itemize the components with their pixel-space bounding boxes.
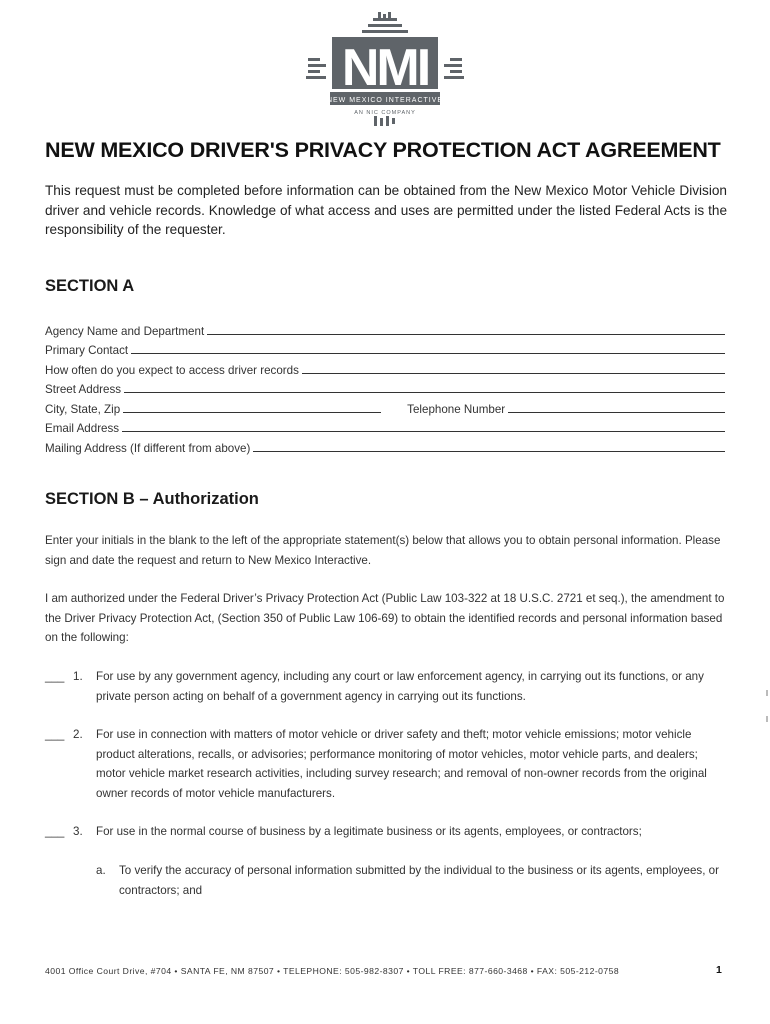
- contact-row: [45, 338, 725, 358]
- item-number: 2.: [73, 728, 83, 741]
- initials-blank-1[interactable]: ___: [45, 670, 65, 683]
- mailing-field[interactable]: [253, 451, 725, 452]
- document-title: NEW MEXICO DRIVER'S PRIVACY PROTECTION ACT AGREEMENT: [45, 138, 721, 162]
- contact-field[interactable]: [131, 353, 725, 354]
- agency-label: Agency Name and Department: [45, 324, 205, 338]
- frequency-row: [45, 357, 725, 377]
- telephone-label: Telephone Number: [407, 402, 506, 416]
- logo-tagline: NEW MEXICO INTERACTIVE: [326, 97, 444, 104]
- city-field[interactable]: [123, 412, 381, 413]
- logo-letters: NMI: [341, 39, 429, 97]
- frequency-field[interactable]: [302, 373, 725, 374]
- nmi-logo: [306, 12, 464, 132]
- street-label: Street Address: [45, 383, 122, 396]
- email-label: Email Address: [45, 422, 120, 435]
- instructions-paragraph: Enter your initials in the blank to the left of the appropriate statement(s) below that allows you to obtain personal information. Please sign and date the request and return to New Mexico Interactive.: [45, 534, 721, 567]
- telephone-field[interactable]: [508, 412, 725, 413]
- subitem-text: To verify the accuracy of personal information submitted by the individual to the business or its agents, employees, or contractors; and: [119, 864, 719, 897]
- footer-address: 4001 Office Court Drive, #704 • SANTA FE, NM 87507 • TELEPHONE: 505-982-8307 • TOLL FREE: 877-660-3468 • FAX: 505-212-0758: [45, 966, 620, 976]
- initials-blank-2[interactable]: ___: [45, 728, 65, 741]
- item-number: 1.: [73, 670, 83, 683]
- section-b-heading: SECTION B – Authorization: [45, 490, 259, 508]
- email-row: [45, 416, 725, 436]
- list-item: [45, 667, 727, 706]
- list-item: [45, 725, 727, 803]
- page-number: 1: [716, 964, 722, 976]
- email-field[interactable]: [122, 431, 725, 432]
- scan-edge-mark: [766, 690, 768, 696]
- logo-subline: AN NIC COMPANY: [354, 110, 416, 116]
- mailing-label: Mailing Address (If different from above): [45, 441, 251, 455]
- authorization-paragraph: I am authorized under the Federal Driver’s Privacy Protection Act (Public Law 103-322 at 18 U.S.C. 2721 et seq.), the amendment to the Driver Privacy Protection Act, (Section 350 of Public Law 106-69) to obtain the identified records and personal information based on the following:: [45, 592, 725, 644]
- item-number: 3.: [73, 825, 83, 838]
- mailing-row: [45, 435, 725, 455]
- street-row: [45, 377, 725, 397]
- scan-edge-mark: [766, 716, 768, 722]
- subitem-letter: a.: [96, 864, 106, 877]
- contact-label: Primary Contact: [45, 344, 129, 357]
- item-text: For use by any government agency, including any court or law enforcement agency, in carrying out its functions, or any private person acting on behalf of a government agency in carrying out its functions.: [96, 670, 704, 703]
- intro-paragraph: This request must be completed before information can be obtained from the New Mexico Motor Vehicle Division driver and vehicle records. Knowledge of what access and uses are permitted under the listed Federal Acts is the responsibility of the requester.: [45, 183, 727, 237]
- item-text: For use in connection with matters of motor vehicle or driver safety and theft; motor vehicle emissions; motor vehicle product alterations, recalls, or advisories; performance monitoring of motor vehicles, motor vehicle parts, and dealers; motor vehicle market research activities, including survey research; and removal of non-owner records from the original owner records of motor vehicle manufacturers.: [96, 728, 707, 800]
- section-a-heading: SECTION A: [45, 277, 135, 295]
- section-a-form: [45, 318, 725, 455]
- sub-list-item: [96, 861, 728, 900]
- initials-blank-3[interactable]: ___: [45, 825, 65, 838]
- city-telephone-row: [45, 396, 725, 416]
- street-field[interactable]: [124, 392, 725, 393]
- agency-row: [45, 318, 725, 338]
- item-text: For use in the normal course of business by a legitimate business or its agents, employees, or contractors;: [96, 825, 642, 838]
- city-label: City, State, Zip: [45, 402, 121, 416]
- frequency-label: How often do you expect to access driver records: [45, 363, 299, 377]
- list-item: [45, 822, 727, 842]
- agency-field[interactable]: [207, 334, 725, 335]
